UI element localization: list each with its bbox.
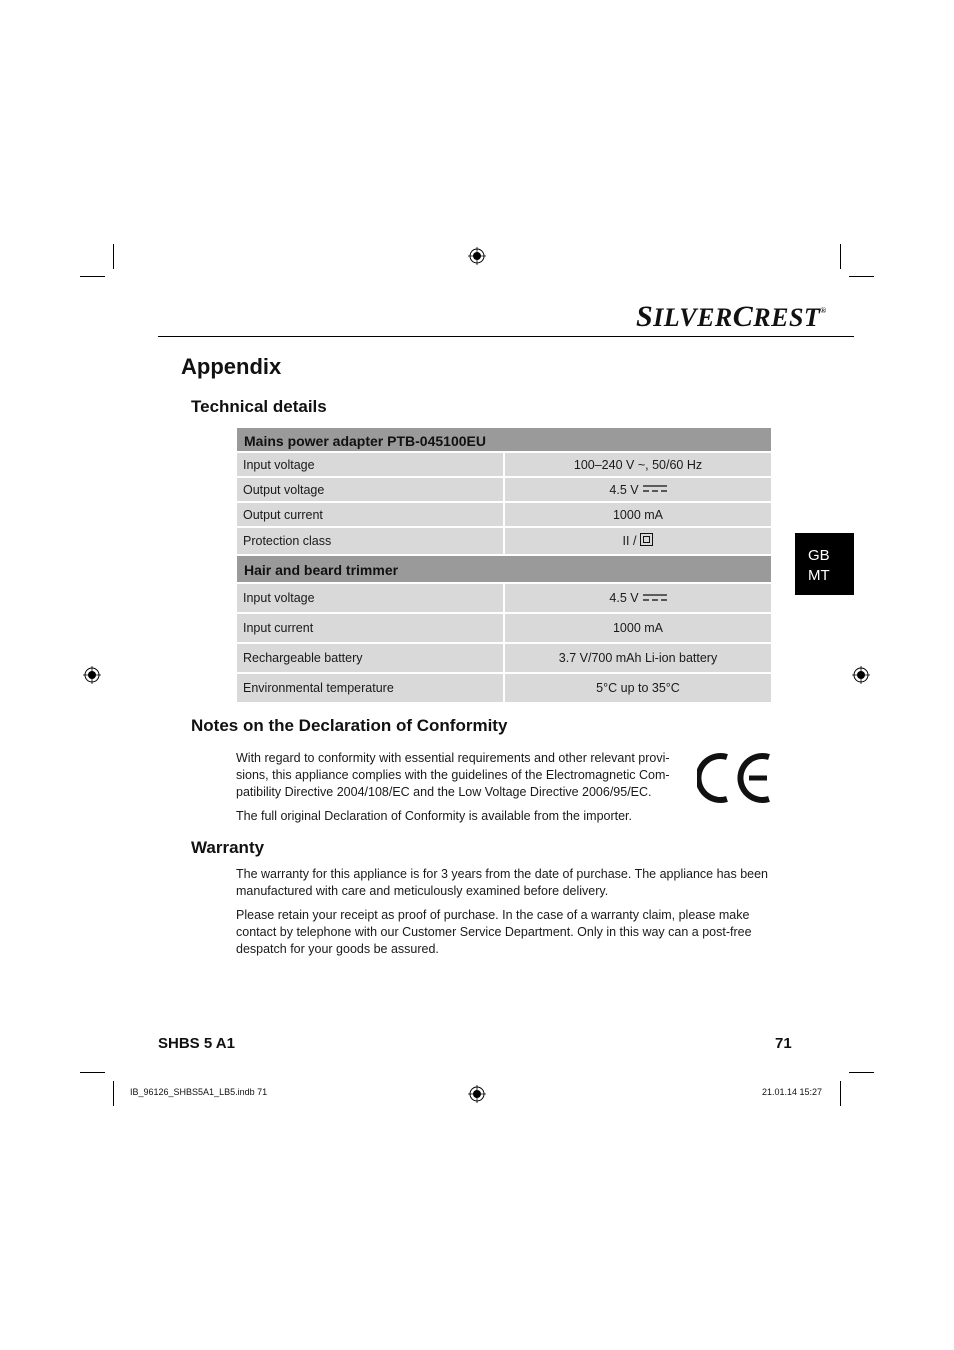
row-value-text: 4.5 V [609,591,639,605]
direct-current-icon [643,594,667,601]
text-line: contact by telephone with our Customer Service Department. Only in this way can a post-free [236,925,752,939]
row-value: 100–240 V ~, 50/60 Hz [504,452,772,477]
registration-mark-icon [468,247,486,265]
registration-mark-icon [468,1085,486,1103]
direct-current-icon [643,485,667,492]
protection-class-icon [640,533,653,546]
row-label: Rechargeable battery [236,643,504,673]
ce-mark-icon [697,751,773,805]
table-row [236,477,772,502]
text-line: patibility Directive 2004/108/EC and the Low Voltage Directive 2006/95/EC. [236,785,652,799]
crop-mark [113,1081,114,1106]
adapter-table-title: Mains power adapter PTB-045100EU [236,427,772,452]
row-label: Input voltage [236,452,504,477]
page-title: Appendix [181,354,282,379]
adapter-table [236,427,772,703]
technical-details-heading: Technical details [191,397,327,416]
row-label: Output voltage [236,477,504,502]
model-number: SHBS 5 A1 [158,1035,235,1052]
row-label: Output current [236,502,504,527]
warranty-paragraph [236,907,776,958]
crop-mark [840,244,841,269]
conformity-heading: Notes on the Declaration of Conformity [191,716,508,735]
text-line: Please retain your receipt as proof of purchase. In the case of a warranty claim, please make [236,908,750,922]
table-row [236,643,772,673]
text-line: With regard to conformity with essential requirements and other relevant provi- [236,751,670,765]
crop-mark [840,1081,841,1106]
table-row [236,452,772,477]
conformity-note: The full original Declaration of Conformity is available from the importer. [236,809,633,823]
text-line: The warranty for this appliance is for 3 years from the date of purchase. The appliance has been [236,867,769,881]
row-value: 3.7 V/700 mAh Li-ion battery [504,643,772,673]
row-value: 5°C up to 35°C [504,673,772,703]
crop-mark [80,276,105,277]
text-line: manufactured with care and meticulously examined before delivery. [236,884,609,898]
row-label: Input current [236,613,504,643]
trimmer-table-title: Hair and beard trimmer [236,555,772,583]
page-number: 71 [775,1035,792,1052]
language-tab [795,533,854,595]
crop-mark [113,244,114,269]
row-value: 1000 mA [504,502,772,527]
row-label: Protection class [236,527,504,555]
language-tab-line2: MT [808,567,830,584]
registration-mark-icon [852,666,870,684]
row-value: 1000 mA [504,613,772,643]
row-value [504,477,772,502]
text-line: sions, this appliance complies with the guidelines of the Electromagnetic Com- [236,768,670,782]
crop-mark [849,1072,874,1073]
text-line: despatch for your goods be assured. [236,942,439,956]
table-row [236,613,772,643]
language-tab-line1: GB [808,547,830,564]
header-rule [158,336,854,337]
table-row [236,527,772,555]
table-row [236,583,772,613]
row-value-text: II / [622,534,637,548]
print-slug-date: 21.01.14 15:27 [762,1087,823,1097]
warranty-paragraph [236,866,776,900]
row-value [504,583,772,613]
crop-mark [80,1072,105,1073]
row-label: Input voltage [236,583,504,613]
conformity-paragraph [236,750,676,801]
registration-mark-icon [83,666,101,684]
brand-logo: SILVERCREST® [636,300,827,333]
warranty-heading: Warranty [191,838,265,857]
crop-mark [849,276,874,277]
table-row [236,502,772,527]
row-label: Environmental temperature [236,673,504,703]
row-value-text: 4.5 V [609,482,639,497]
table-row [236,673,772,703]
print-slug-file: IB_96126_SHBS5A1_LB5.indb 71 [130,1087,268,1097]
row-value [504,527,772,555]
